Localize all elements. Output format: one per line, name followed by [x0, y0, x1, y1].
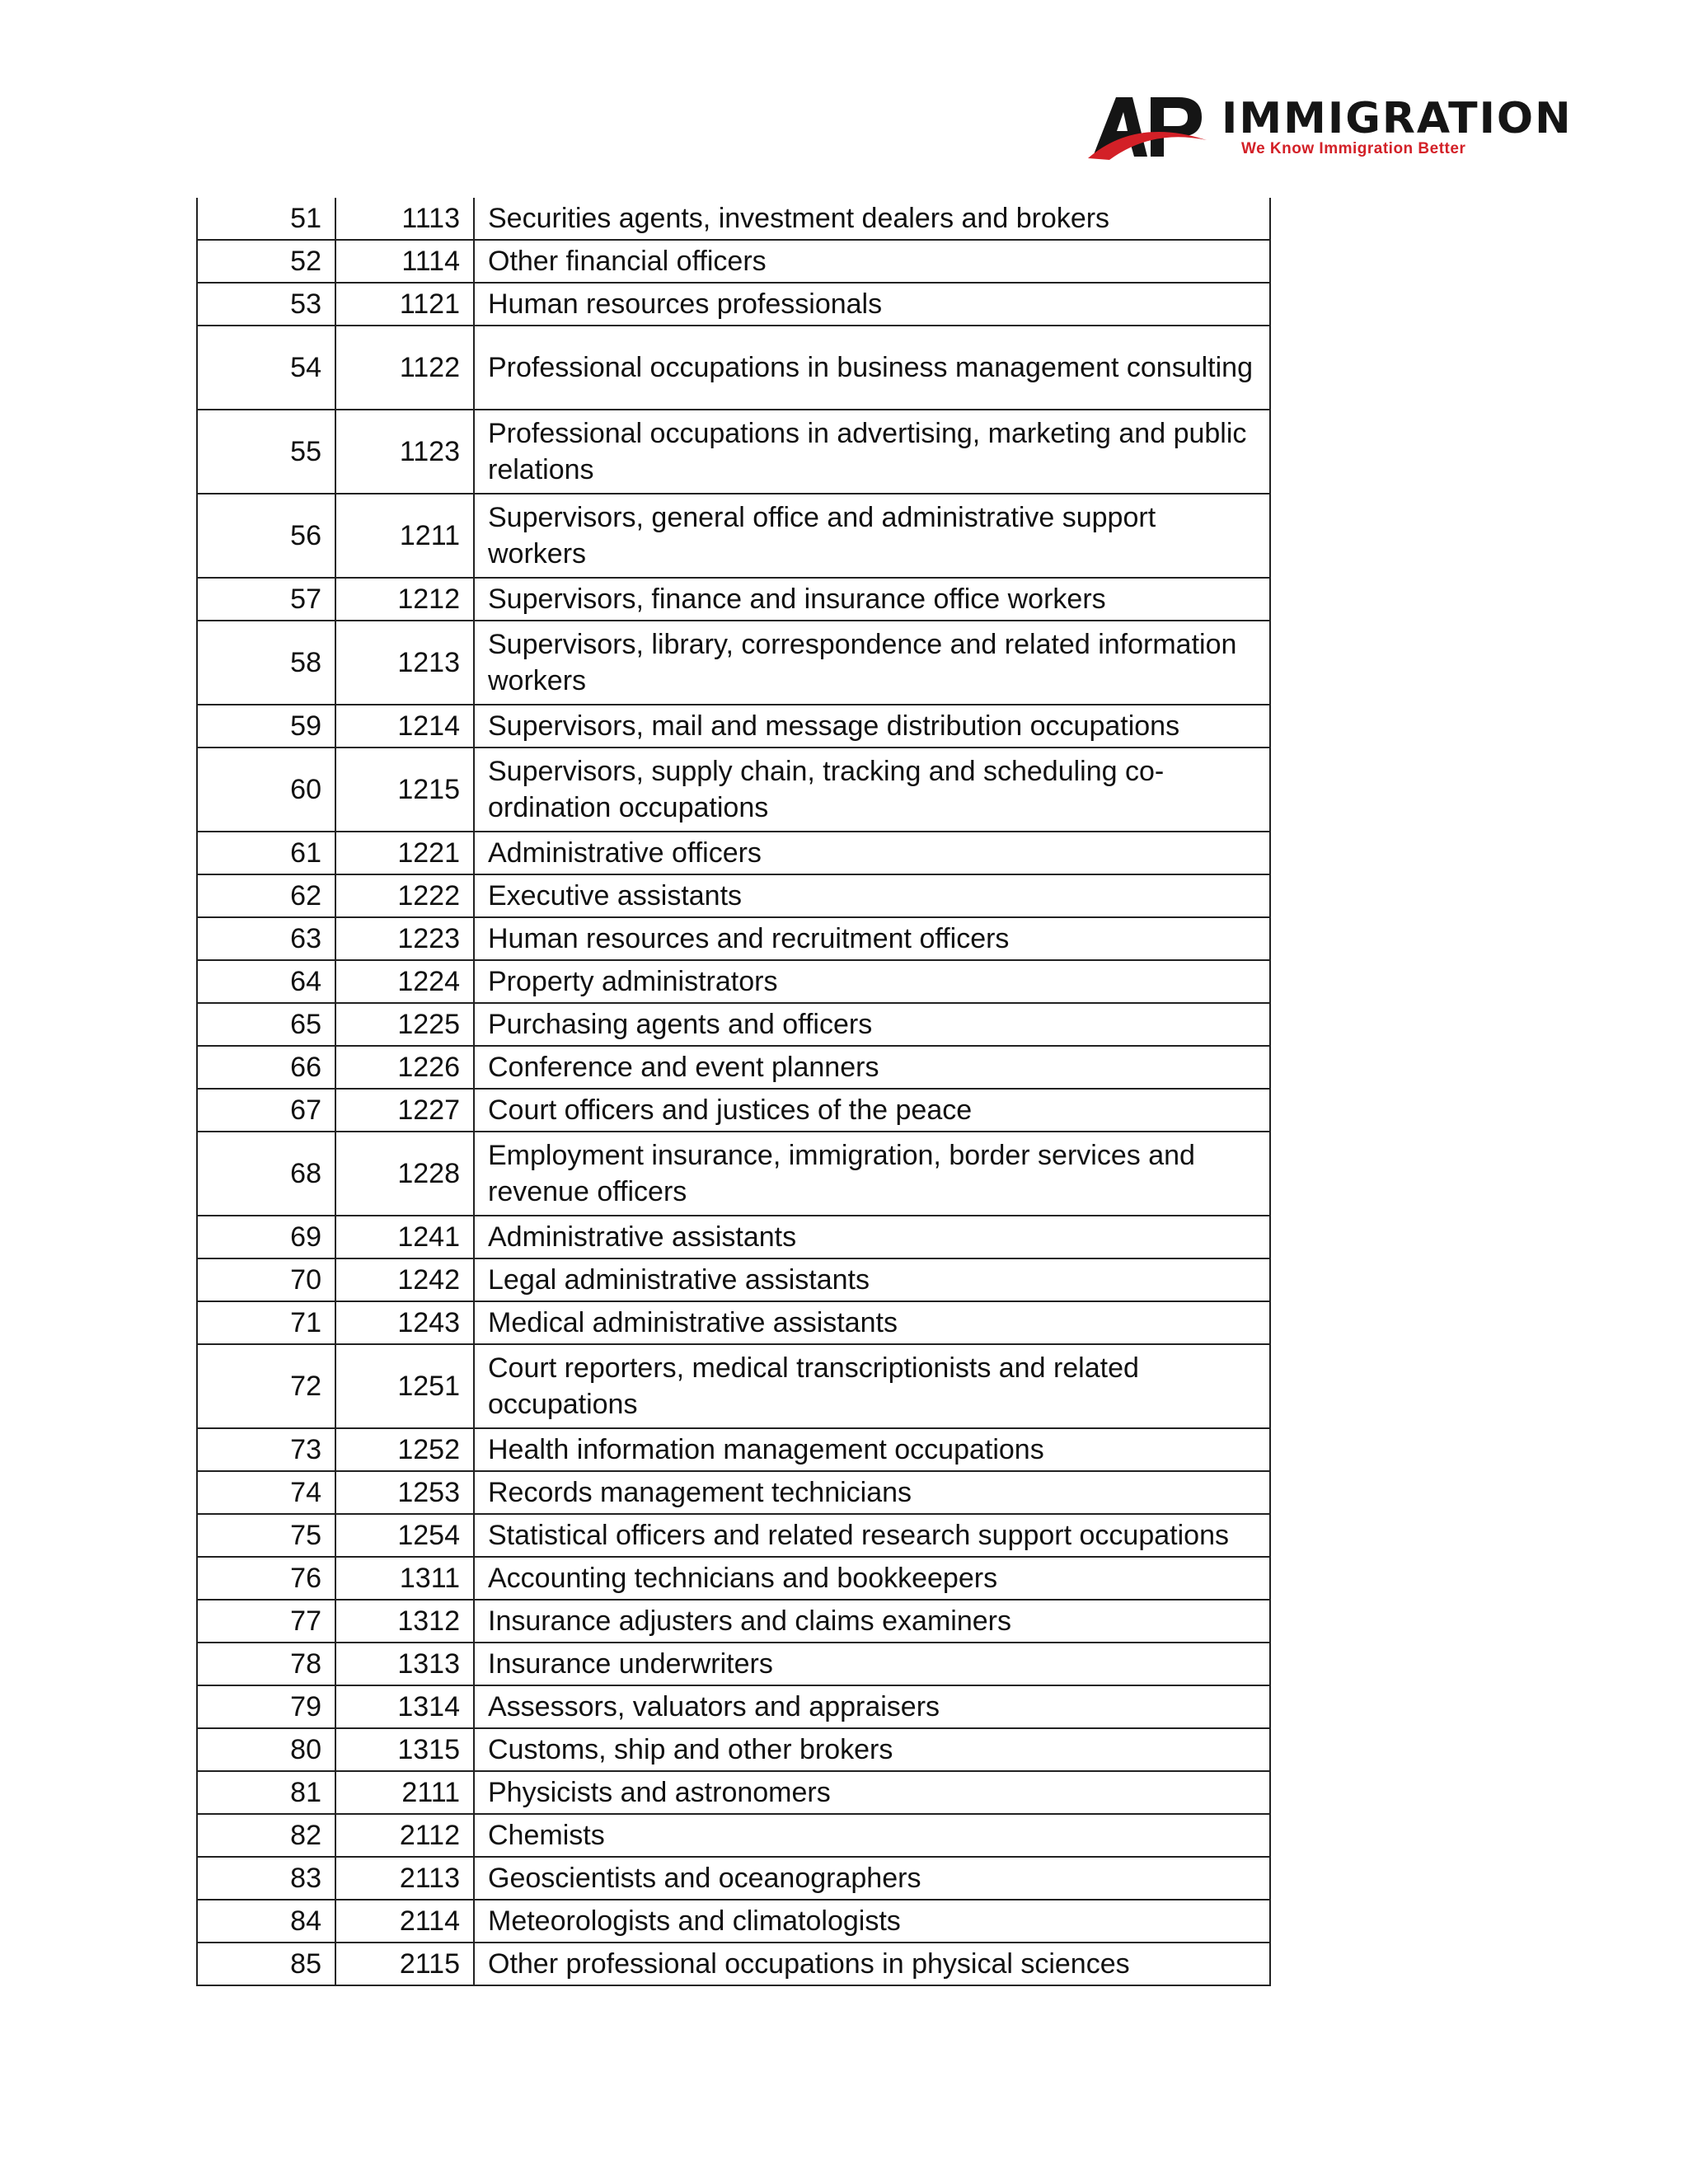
row-number: 56 — [197, 494, 335, 578]
noc-code: 1253 — [335, 1471, 474, 1514]
row-number: 58 — [197, 621, 335, 705]
noc-code: 2112 — [335, 1814, 474, 1857]
table-row — [197, 1089, 1270, 1132]
row-number: 84 — [197, 1900, 335, 1943]
noc-code: 1228 — [335, 1132, 474, 1216]
row-number: 76 — [197, 1557, 335, 1600]
brand-tagline: We Know Immigration Better — [1241, 140, 1466, 157]
occupation-title: Human resources and recruitment officers — [474, 917, 1270, 960]
table-row — [197, 326, 1270, 410]
table-row — [197, 1471, 1270, 1514]
noc-code: 1226 — [335, 1046, 474, 1089]
occupation-title: Administrative assistants — [474, 1216, 1270, 1258]
row-number: 77 — [197, 1600, 335, 1643]
row-number: 59 — [197, 705, 335, 748]
occupation-title: Records management technicians — [474, 1471, 1270, 1514]
occupation-title: Supervisors, finance and insurance office workers — [474, 578, 1270, 621]
noc-code: 1315 — [335, 1728, 474, 1771]
noc-code: 1114 — [335, 240, 474, 283]
table-row — [197, 1046, 1270, 1089]
row-number: 79 — [197, 1685, 335, 1728]
occupation-title: Court officers and justices of the peace — [474, 1089, 1270, 1132]
occupation-title: Securities agents, investment dealers and brokers — [474, 198, 1270, 240]
noc-code: 1123 — [335, 410, 474, 494]
row-number: 66 — [197, 1046, 335, 1089]
table-row — [197, 1216, 1270, 1258]
table-row — [197, 578, 1270, 621]
company-logo — [1086, 92, 1573, 166]
occupation-table — [196, 198, 1271, 1986]
row-number: 85 — [197, 1943, 335, 1985]
occupation-title: Professional occupations in business management consulting — [474, 326, 1270, 410]
occupation-title: Supervisors, general office and administrative support workers — [474, 494, 1270, 578]
occupation-title: Chemists — [474, 1814, 1270, 1857]
occupation-title: Customs, ship and other brokers — [474, 1728, 1270, 1771]
row-number: 82 — [197, 1814, 335, 1857]
noc-code: 1224 — [335, 960, 474, 1003]
row-number: 81 — [197, 1771, 335, 1814]
occupation-title: Accounting technicians and bookkeepers — [474, 1557, 1270, 1600]
row-number: 72 — [197, 1344, 335, 1428]
table-row — [197, 410, 1270, 494]
occupation-title: Professional occupations in advertising, marketing and public relations — [474, 410, 1270, 494]
table-row — [197, 1943, 1270, 1985]
noc-code: 2114 — [335, 1900, 474, 1943]
row-number: 75 — [197, 1514, 335, 1557]
table-row — [197, 1771, 1270, 1814]
occupation-title: Health information management occupations — [474, 1428, 1270, 1471]
table-row — [197, 832, 1270, 874]
noc-code: 1113 — [335, 198, 474, 240]
noc-code: 1211 — [335, 494, 474, 578]
row-number: 52 — [197, 240, 335, 283]
noc-code: 1223 — [335, 917, 474, 960]
row-number: 70 — [197, 1258, 335, 1301]
occupation-title: Insurance adjusters and claims examiners — [474, 1600, 1270, 1643]
noc-code: 2115 — [335, 1943, 474, 1985]
row-number: 51 — [197, 198, 335, 240]
noc-code: 1214 — [335, 705, 474, 748]
table-row — [197, 1643, 1270, 1685]
table-row — [197, 1685, 1270, 1728]
table-row — [197, 960, 1270, 1003]
noc-code: 1225 — [335, 1003, 474, 1046]
occupation-title: Administrative officers — [474, 832, 1270, 874]
occupation-title: Geoscientists and oceanographers — [474, 1857, 1270, 1900]
occupation-title: Assessors, valuators and appraisers — [474, 1685, 1270, 1728]
brand-name: IMMIGRATION — [1221, 94, 1573, 143]
row-number: 61 — [197, 832, 335, 874]
noc-code: 1221 — [335, 832, 474, 874]
row-number: 64 — [197, 960, 335, 1003]
row-number: 78 — [197, 1643, 335, 1685]
noc-code: 1227 — [335, 1089, 474, 1132]
noc-code: 1241 — [335, 1216, 474, 1258]
row-number: 83 — [197, 1857, 335, 1900]
occupation-title: Meteorologists and climatologists — [474, 1900, 1270, 1943]
occupation-title: Medical administrative assistants — [474, 1301, 1270, 1344]
noc-code: 1215 — [335, 748, 474, 832]
ap-logo-mark — [1086, 92, 1210, 166]
noc-code: 1312 — [335, 1600, 474, 1643]
table-row — [197, 1258, 1270, 1301]
table-row — [197, 198, 1270, 240]
occupation-title: Court reporters, medical transcriptionists and related occupations — [474, 1344, 1270, 1428]
table-row — [197, 283, 1270, 326]
table-row — [197, 494, 1270, 578]
table-row — [197, 1428, 1270, 1471]
table-row — [197, 1132, 1270, 1216]
row-number: 67 — [197, 1089, 335, 1132]
row-number: 73 — [197, 1428, 335, 1471]
occupation-title: Statistical officers and related research support occupations — [474, 1514, 1270, 1557]
occupation-title: Insurance underwriters — [474, 1643, 1270, 1685]
table-row — [197, 240, 1270, 283]
table-row — [197, 1600, 1270, 1643]
table-row — [197, 1814, 1270, 1857]
occupation-title: Supervisors, mail and message distribution occupations — [474, 705, 1270, 748]
table-row — [197, 705, 1270, 748]
row-number: 80 — [197, 1728, 335, 1771]
row-number: 62 — [197, 874, 335, 917]
noc-code: 1243 — [335, 1301, 474, 1344]
occupation-title: Other professional occupations in physical sciences — [474, 1943, 1270, 1985]
row-number: 60 — [197, 748, 335, 832]
noc-code: 1122 — [335, 326, 474, 410]
table-row — [197, 874, 1270, 917]
row-number: 74 — [197, 1471, 335, 1514]
table-row — [197, 1344, 1270, 1428]
table-row — [197, 1301, 1270, 1344]
row-number: 55 — [197, 410, 335, 494]
occupation-title: Executive assistants — [474, 874, 1270, 917]
occupation-title: Conference and event planners — [474, 1046, 1270, 1089]
table-row — [197, 1557, 1270, 1600]
noc-code: 1251 — [335, 1344, 474, 1428]
noc-code: 1311 — [335, 1557, 474, 1600]
row-number: 68 — [197, 1132, 335, 1216]
noc-code: 1242 — [335, 1258, 474, 1301]
table-row — [197, 917, 1270, 960]
row-number: 69 — [197, 1216, 335, 1258]
noc-code: 1254 — [335, 1514, 474, 1557]
occupation-title: Supervisors, supply chain, tracking and scheduling co-ordination occupations — [474, 748, 1270, 832]
row-number: 57 — [197, 578, 335, 621]
noc-code: 2111 — [335, 1771, 474, 1814]
occupation-title: Supervisors, library, correspondence and related information workers — [474, 621, 1270, 705]
noc-code: 1313 — [335, 1643, 474, 1685]
row-number: 54 — [197, 326, 335, 410]
noc-code: 1252 — [335, 1428, 474, 1471]
occupation-title: Property administrators — [474, 960, 1270, 1003]
row-number: 71 — [197, 1301, 335, 1344]
occupation-title: Employment insurance, immigration, border services and revenue officers — [474, 1132, 1270, 1216]
row-number: 63 — [197, 917, 335, 960]
noc-code: 2113 — [335, 1857, 474, 1900]
noc-code: 1121 — [335, 283, 474, 326]
table-row — [197, 1728, 1270, 1771]
occupation-title: Physicists and astronomers — [474, 1771, 1270, 1814]
table-row — [197, 621, 1270, 705]
occupation-title: Purchasing agents and officers — [474, 1003, 1270, 1046]
noc-code: 1212 — [335, 578, 474, 621]
row-number: 65 — [197, 1003, 335, 1046]
table-row — [197, 1003, 1270, 1046]
occupation-title: Human resources professionals — [474, 283, 1270, 326]
occupation-title: Other financial officers — [474, 240, 1270, 283]
table-row — [197, 1514, 1270, 1557]
table-row — [197, 1900, 1270, 1943]
table-row — [197, 1857, 1270, 1900]
noc-code: 1213 — [335, 621, 474, 705]
noc-code: 1222 — [335, 874, 474, 917]
row-number: 53 — [197, 283, 335, 326]
table-row — [197, 748, 1270, 832]
noc-code: 1314 — [335, 1685, 474, 1728]
occupation-title: Legal administrative assistants — [474, 1258, 1270, 1301]
